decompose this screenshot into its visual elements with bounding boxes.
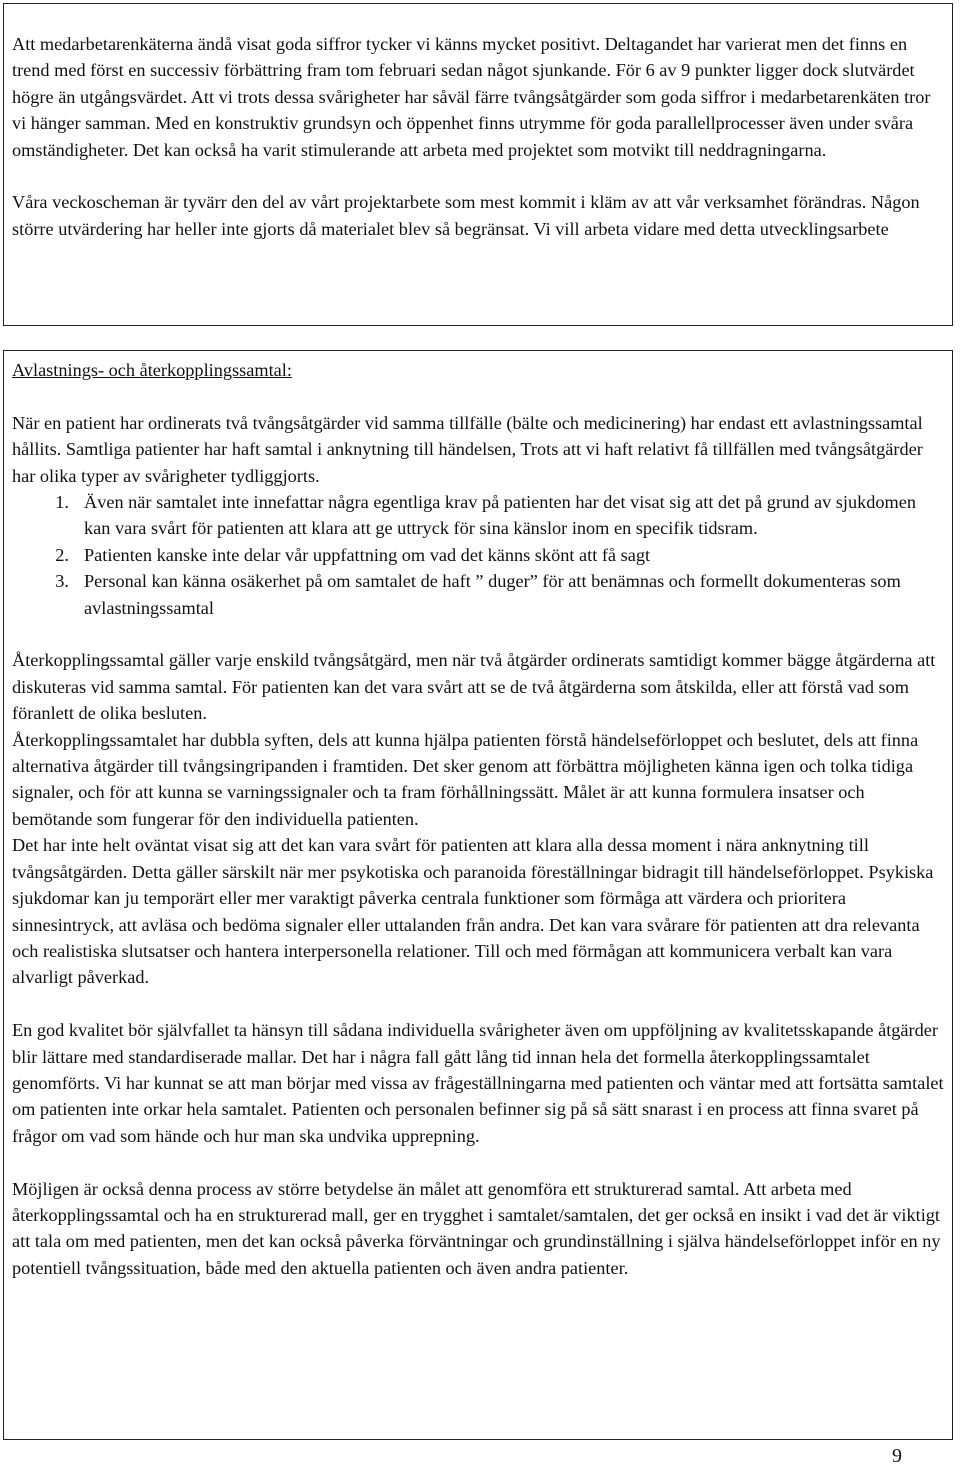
text-box-conversations: [3, 350, 953, 1440]
paragraph-difficulties: Det har inte helt oväntat visat sig att det kan vara svårt för patienten att klara alla dessa moment i nära anknytning till tvångsåtgärden. Detta gäller särskilt när mer psykotiska och paranoida föreställningar bidragit till händelseförloppet. Psykiska sjukdomar kan ju temporärt eller mer varaktigt påverka centrala funktioner som förmåga att värdera och prioritera sinnesintryck, att avläsa och bedöma signaler eller uttalanden från andra. Det kan vara svårare för patienten att dra relevanta och realistiska slutsatser och hantera interpersonella relationer. Till och med förmågan att kommunicera verbalt kan vara alvarligt påverkad.: [12, 835, 934, 988]
paragraph-weekly-schedules: Våra veckoscheman är tyvärr den del av vårt projektarbete som mest kommit i kläm av att vår verksamhet förändras. Någon större utvärdering har heller inte gjorts då materialet blev så begränsat. Vi vill arbeta vidare med detta utvecklingsarbete: [12, 192, 920, 239]
list-number: 3.: [55, 571, 69, 592]
list-number: 2.: [55, 544, 69, 565]
spacer: [12, 621, 944, 647]
paragraph-process: Möjligen är också denna process av större betydelse än målet att genomföra ett strukturerad samtal. Att arbeta med återkopplingssamtal och ha en strukturerad mall, ger en trygghet i samtalet/samtalen, det ger också en insikt i vad det är viktigt att tala om med patienten, men det kan också påverka förväntningar och grundinställning i själva händelseförloppet inför en ny potentiell tvångssituation, både med den aktuella patienten och även andra patienter.: [12, 1178, 941, 1278]
paragraph-feedback-conversation: Återkopplingssamtal gäller varje enskild tvångsåtgärd, men när två åtgärder ordinerats samtidigt kommer bägge åtgärderna att diskuteras vid samma samtal. För patienten kan det vara svårt att se de två åtgärderna som åtskilda, eller att förstå vad som föranlett de olika besluten.: [12, 650, 936, 724]
spacer: [12, 1149, 944, 1175]
list-text: Patienten kanske inte delar vår uppfattning om vad det känns skönt att få sagt: [84, 544, 651, 565]
paragraph-survey-results: Att medarbetarenkäterna ändå visat goda siffror tycker vi känns mycket positivt. Deltagandet har varierat men det finns en trend med först en successiv förbättring fram tom februari sedan något sjunkande. För 6 av 9 punkter ligger dock slutvärdet högre än utgångsvärdet. Att vi trots dessa svårigheter har såväl färre tvångsåtgärder som goda siffror i medarbetarenkäten tror vi hänger samman. Med en konstruktiv grundsyn och öppenhet finns utrymme för goda parallellprocesser även under svåra omständigheter. Det kan också ha varit stimulerande att arbeta med projektet som motvikt till neddragningarna.: [12, 34, 931, 160]
paragraph-intro: När en patient har ordinerats två tvångsåtgärder vid samma tillfälle (bälte och medicinering) har endast ett avlastningssamtal hållits. Samtliga patienter har haft samtal i anknytning till händelsen, Trots att vi haft relativt få tillfällen med tvångsåtgärder har olika typer av svårigheter tydliggjorts.: [12, 412, 923, 486]
paragraph-dual-purpose: Återkopplingssamtalet har dubbla syften, dels att kunna hjälpa patienten förstå händelseförloppet och beslutet, dels att finna alternativa åtgärder till tvångsingripanden i framtiden. Det sker genom att förbättra möjligheten känna igen och tolka tidiga signaler, och för att kunna se varningssignaler och ta fram förhållningssätt. Målet är att kunna formulera insatser och bemötande som fungerar för den individuella patienten.: [12, 729, 919, 829]
paragraph-quality: En god kvalitet bör självfallet ta hänsyn till sådana individuella svårigheter även om uppföljning av kvalitetsskapande åtgärder blir lättare med standardiserade mallar. Det har i några fall gått lång tid innan hela det formella återkopplingssamtalet genomförts. Vi har kunnat se att man börjar med vissa av frågeställningarna med patienten och väntar med att fortsätta samtalet om patienten inte orkar hela samtalet. Patienten och personalen befinner sig på så sätt snarast i en process att finna svaret på frågor om vad som hände och hur man ska undvika upprepning.: [12, 1020, 944, 1146]
page-number: 9: [892, 1445, 902, 1467]
list-number: 1.: [55, 492, 69, 513]
list-item: [12, 542, 944, 568]
spacer: [12, 163, 944, 189]
text-box-evaluation: [3, 3, 953, 326]
list-item: [12, 568, 944, 621]
section-heading: Avlastnings- och återkopplingssamtal:: [12, 360, 292, 380]
list-text: Även när samtalet inte innefattar några egentliga krav på patienten har det visat sig att det på grund av sjukdomen kan vara svårt för patienten att klara att ge uttryck för sina känslor inom en specifik tidsram.: [84, 492, 917, 539]
list-item: [12, 489, 944, 542]
spacer: [12, 383, 944, 409]
spacer: [12, 991, 944, 1017]
list-text: Personal kan känna osäkerhet på om samtalet de haft ” duger” för att benämnas och formellt dokumenteras som avlastningssamtal: [84, 571, 901, 618]
numbered-list: [12, 489, 944, 621]
